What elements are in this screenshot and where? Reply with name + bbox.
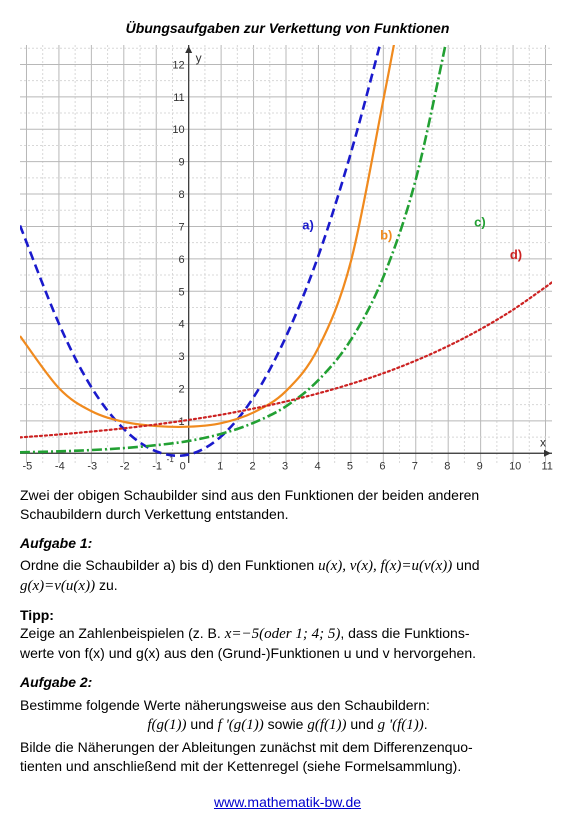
tip-line1-start: Zeige an Zahlenbeispielen (z. B.	[20, 625, 221, 641]
tip-line2: werte von f(x) und g(x) aus den (Grund-)Funktionen u und v hervorgehen.	[20, 645, 477, 661]
x-tick-label: -5	[22, 460, 33, 473]
task1-text-end: zu.	[98, 577, 118, 593]
task1-math-g: g(x)=v(u(x))	[20, 578, 96, 594]
y-tick-label: 3	[178, 351, 185, 364]
intro-text: Zwei der obigen Schaubilder sind aus den Funktionen der beiden anderen Schaubildern durch Verkettung entstanden.	[20, 487, 480, 522]
task2-word-sowie: sowie	[267, 716, 304, 732]
footer[interactable]	[0, 794, 575, 810]
task2-word-und1: und	[190, 716, 214, 732]
y-tick-label: 12	[172, 59, 185, 72]
task1-text-mid: und	[456, 557, 480, 573]
task1-math-functions: u(x), v(x), f(x)=u(v(x))	[318, 558, 453, 574]
x-tick-label: 11	[541, 460, 553, 473]
task2-math-end: .	[423, 716, 428, 732]
x-tick-label: 5	[346, 460, 354, 473]
task2-word-und2: und	[350, 716, 374, 732]
y-tick-label: 10	[172, 124, 185, 137]
x-tick-label: 4	[314, 460, 321, 473]
x-tick-label: 7	[411, 460, 418, 473]
x-tick-label: 3	[282, 460, 289, 473]
task2-heading: Aufgabe 2:	[20, 674, 93, 690]
tip-text	[20, 624, 560, 663]
task2-line1: Bestimme folgende Werte näherungsweise aus den Schaubildern:	[20, 697, 430, 713]
x-tick-label: 9	[476, 460, 483, 473]
x-tick-label: 2	[249, 460, 256, 473]
curve-b	[20, 32, 396, 427]
curve-label-d: d)	[509, 246, 523, 262]
y-tick-label: 11	[173, 91, 185, 104]
task1-text-start: Ordne die Schaubilder a) bis d) den Funktionen	[20, 557, 315, 573]
x-tick-label: -2	[119, 460, 130, 473]
curve-label-b: b)	[380, 227, 393, 243]
function-graph	[20, 45, 553, 473]
y-tick-label: 9	[178, 156, 185, 169]
y-axis-label: y	[195, 51, 202, 65]
y-tick-label: 5	[178, 286, 185, 299]
x-axis-label: x	[540, 435, 546, 450]
x-tick-label: 1	[217, 460, 224, 473]
x-tick-label: 6	[379, 460, 386, 473]
task2-line4: tienten und anschließend mit der Kettenregel (siehe Formelsammlung).	[20, 758, 462, 774]
y-tick-label: 8	[178, 189, 185, 202]
curve-label-c: c)	[474, 214, 486, 230]
x-tick-label: -3	[87, 460, 98, 473]
y-axis-arrow	[185, 46, 192, 53]
x-tick-label: 8	[444, 460, 451, 473]
x-tick-label: -1	[152, 460, 163, 473]
task2-lines	[20, 738, 560, 776]
x-tick-label: 10	[509, 460, 522, 473]
page-title: Übungsaufgaben zur Verkettung von Funktionen	[125, 20, 450, 36]
task2-math-gf1: g(f(1))	[307, 717, 347, 733]
x-tick-label: -4	[54, 460, 65, 473]
curve-a	[20, 32, 383, 456]
curve-label-a: a)	[302, 217, 314, 233]
y-tick-label: 4	[178, 318, 185, 331]
tip-line1-end: , dass die Funktions-	[340, 625, 470, 641]
task2-values	[0, 715, 575, 735]
footer-link[interactable]: www.mathematik-bw.de	[213, 794, 362, 810]
y-tick-label: 6	[178, 253, 185, 266]
tip-math-example: x=−5(oder 1; 4; 5)	[224, 626, 341, 642]
y-tick-label-minus-one: -1	[166, 455, 174, 464]
x-axis-arrow	[544, 450, 551, 457]
task2-math-gpf1: g '(f(1))	[377, 717, 424, 733]
y-tick-label: 1	[178, 415, 185, 428]
y-tick-label: 2	[178, 383, 185, 396]
y-tick-label: 7	[178, 221, 185, 234]
x-tick-label: 0	[179, 460, 186, 473]
task1-heading: Aufgabe 1:	[20, 535, 93, 551]
task1-text	[20, 556, 560, 596]
task2-line3: Bilde die Näherungen der Ableitungen zunächst mit dem Differenzenquo-	[20, 739, 473, 755]
tip-heading: Tipp:	[20, 607, 54, 623]
task2-math-fpg1: f '(g(1))	[217, 717, 264, 733]
task2-math-fg1: f(g(1))	[147, 717, 187, 733]
